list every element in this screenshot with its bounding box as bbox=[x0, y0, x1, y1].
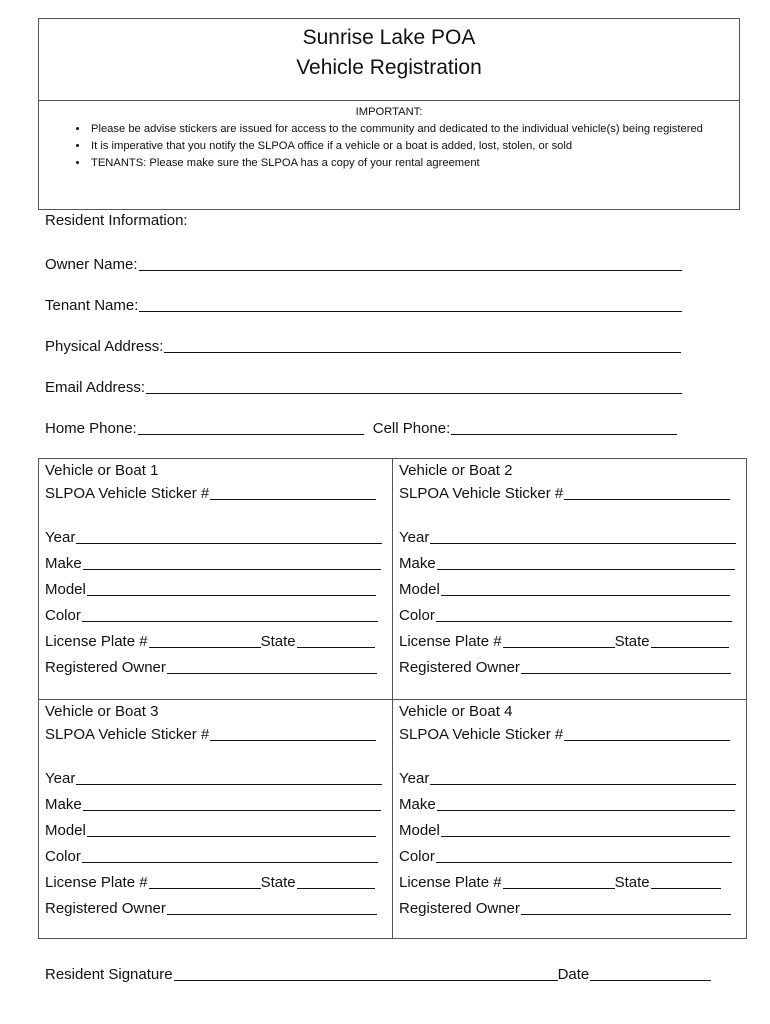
year-field[interactable] bbox=[45, 529, 382, 546]
physical-address-label: Physical Address: bbox=[45, 338, 164, 355]
tenant-name-line[interactable] bbox=[139, 310, 682, 312]
state-line[interactable] bbox=[651, 646, 729, 648]
sticker-field[interactable] bbox=[45, 726, 376, 743]
license-plate-label: License Plate # bbox=[45, 633, 148, 650]
model-line[interactable] bbox=[441, 835, 730, 837]
year-line[interactable] bbox=[430, 783, 736, 785]
license-plate-label: License Plate # bbox=[399, 633, 502, 650]
email-address-line[interactable] bbox=[146, 392, 682, 394]
notice-list bbox=[39, 121, 739, 172]
registered-owner-label: Registered Owner bbox=[399, 900, 520, 917]
registered-owner-line[interactable] bbox=[521, 913, 731, 915]
color-label: Color bbox=[399, 607, 435, 624]
sticker-field[interactable] bbox=[45, 485, 376, 502]
resident-signature-label: Resident Signature bbox=[45, 966, 173, 983]
color-field[interactable] bbox=[45, 848, 378, 865]
sticker-label: SLPOA Vehicle Sticker # bbox=[45, 485, 210, 502]
license-plate-line[interactable] bbox=[149, 646, 261, 648]
form-title-line-2: Vehicle Registration bbox=[296, 56, 482, 79]
state-label: State bbox=[614, 874, 650, 891]
year-field[interactable] bbox=[399, 529, 736, 546]
grid-divider-horizontal bbox=[39, 699, 746, 700]
license-plate-line[interactable] bbox=[149, 887, 261, 889]
home-phone-line[interactable] bbox=[138, 433, 364, 435]
resident-info-label: Resident Information: bbox=[45, 212, 188, 229]
year-line[interactable] bbox=[76, 542, 382, 544]
model-field[interactable] bbox=[399, 822, 730, 839]
state-label: State bbox=[260, 874, 296, 891]
important-notice bbox=[38, 101, 740, 210]
state-label: State bbox=[614, 633, 650, 650]
make-field[interactable] bbox=[45, 555, 381, 572]
license-plate-field[interactable] bbox=[399, 874, 721, 891]
model-label: Model bbox=[45, 581, 86, 598]
signature-row bbox=[45, 966, 711, 983]
date-line[interactable] bbox=[590, 979, 711, 981]
owner-name-label: Owner Name: bbox=[45, 256, 138, 273]
registered-owner-label: Registered Owner bbox=[399, 659, 520, 676]
model-field[interactable] bbox=[45, 822, 376, 839]
owner-name-field[interactable] bbox=[45, 256, 682, 273]
make-field[interactable] bbox=[45, 796, 381, 813]
color-line[interactable] bbox=[82, 861, 378, 863]
year-label: Year bbox=[45, 770, 76, 787]
sticker-label: SLPOA Vehicle Sticker # bbox=[399, 726, 564, 743]
model-field[interactable] bbox=[45, 581, 376, 598]
color-label: Color bbox=[45, 848, 81, 865]
home-phone-label: Home Phone: bbox=[45, 420, 137, 437]
license-plate-field[interactable] bbox=[399, 633, 729, 650]
make-label: Make bbox=[399, 796, 436, 813]
notice-item: • TENANTS: Please make sure the SLPOA has a copy of your rental agreement bbox=[89, 155, 739, 172]
color-field[interactable] bbox=[399, 848, 732, 865]
notice-item: • Please be advise stickers are issued for access to the community and dedicated to the individual vehicle(s) being registered bbox=[89, 121, 739, 138]
color-field[interactable] bbox=[399, 607, 732, 624]
registered-owner-field[interactable] bbox=[45, 900, 377, 917]
tenant-name-label: Tenant Name: bbox=[45, 297, 139, 314]
model-field[interactable] bbox=[399, 581, 730, 598]
color-line[interactable] bbox=[82, 620, 378, 622]
make-field[interactable] bbox=[399, 796, 735, 813]
cell-phone-line[interactable] bbox=[451, 433, 677, 435]
sticker-line[interactable] bbox=[564, 498, 730, 500]
sticker-line[interactable] bbox=[564, 739, 730, 741]
state-line[interactable] bbox=[297, 887, 375, 889]
email-address-field[interactable] bbox=[45, 379, 682, 396]
physical-address-line[interactable] bbox=[164, 351, 681, 353]
color-label: Color bbox=[399, 848, 435, 865]
tenant-name-field[interactable] bbox=[45, 297, 682, 314]
registered-owner-line[interactable] bbox=[167, 672, 377, 674]
state-line[interactable] bbox=[651, 887, 721, 889]
model-label: Model bbox=[399, 822, 440, 839]
sticker-field[interactable] bbox=[399, 726, 730, 743]
registered-owner-label: Registered Owner bbox=[45, 659, 166, 676]
year-field[interactable] bbox=[399, 770, 736, 787]
sticker-line[interactable] bbox=[210, 739, 376, 741]
model-label: Model bbox=[45, 822, 86, 839]
year-label: Year bbox=[45, 529, 76, 546]
state-label: State bbox=[260, 633, 296, 650]
resident-signature-line[interactable] bbox=[174, 979, 558, 981]
registered-owner-field[interactable] bbox=[45, 659, 377, 676]
form-title-line-1: Sunrise Lake POA bbox=[302, 26, 476, 49]
sticker-field[interactable] bbox=[399, 485, 730, 502]
make-line[interactable] bbox=[437, 568, 735, 570]
form-header bbox=[38, 18, 740, 101]
sticker-line[interactable] bbox=[210, 498, 376, 500]
model-label: Model bbox=[399, 581, 440, 598]
license-plate-line[interactable] bbox=[503, 887, 615, 889]
color-field[interactable] bbox=[45, 607, 378, 624]
license-plate-field[interactable] bbox=[45, 874, 375, 891]
registered-owner-line[interactable] bbox=[521, 672, 731, 674]
color-line[interactable] bbox=[436, 620, 732, 622]
notice-heading: IMPORTANT: bbox=[355, 106, 423, 118]
sticker-label: SLPOA Vehicle Sticker # bbox=[45, 726, 210, 743]
state-line[interactable] bbox=[297, 646, 375, 648]
physical-address-field[interactable] bbox=[45, 338, 681, 355]
color-label: Color bbox=[45, 607, 81, 624]
vehicle-heading: Vehicle or Boat 2 bbox=[399, 462, 513, 479]
registered-owner-label: Registered Owner bbox=[45, 900, 166, 917]
make-label: Make bbox=[45, 796, 82, 813]
date-label: Date bbox=[557, 966, 590, 983]
vehicle-heading: Vehicle or Boat 3 bbox=[45, 703, 159, 720]
make-line[interactable] bbox=[83, 809, 381, 811]
notice-item: • It is imperative that you notify the SLPOA office if a vehicle or a boat is added, lost, stolen, or sold bbox=[89, 138, 739, 155]
year-label: Year bbox=[399, 770, 430, 787]
license-plate-label: License Plate # bbox=[45, 874, 148, 891]
make-label: Make bbox=[45, 555, 82, 572]
phone-fields bbox=[45, 420, 677, 437]
owner-name-line[interactable] bbox=[139, 269, 682, 271]
email-address-label: Email Address: bbox=[45, 379, 146, 396]
license-plate-field[interactable] bbox=[45, 633, 375, 650]
make-line[interactable] bbox=[83, 568, 381, 570]
year-field[interactable] bbox=[45, 770, 382, 787]
year-label: Year bbox=[399, 529, 430, 546]
color-line[interactable] bbox=[436, 861, 732, 863]
year-line[interactable] bbox=[76, 783, 382, 785]
cell-phone-label: Cell Phone: bbox=[372, 420, 451, 437]
make-label: Make bbox=[399, 555, 436, 572]
license-plate-line[interactable] bbox=[503, 646, 615, 648]
registered-owner-field[interactable] bbox=[399, 900, 731, 917]
registered-owner-line[interactable] bbox=[167, 913, 377, 915]
license-plate-label: License Plate # bbox=[399, 874, 502, 891]
sticker-label: SLPOA Vehicle Sticker # bbox=[399, 485, 564, 502]
vehicle-heading: Vehicle or Boat 1 bbox=[45, 462, 159, 479]
year-line[interactable] bbox=[430, 542, 736, 544]
registered-owner-field[interactable] bbox=[399, 659, 731, 676]
model-line[interactable] bbox=[441, 594, 730, 596]
model-line[interactable] bbox=[87, 594, 376, 596]
vehicle-heading: Vehicle or Boat 4 bbox=[399, 703, 513, 720]
model-line[interactable] bbox=[87, 835, 376, 837]
make-line[interactable] bbox=[437, 809, 735, 811]
vehicle-grid bbox=[38, 458, 747, 939]
make-field[interactable] bbox=[399, 555, 735, 572]
